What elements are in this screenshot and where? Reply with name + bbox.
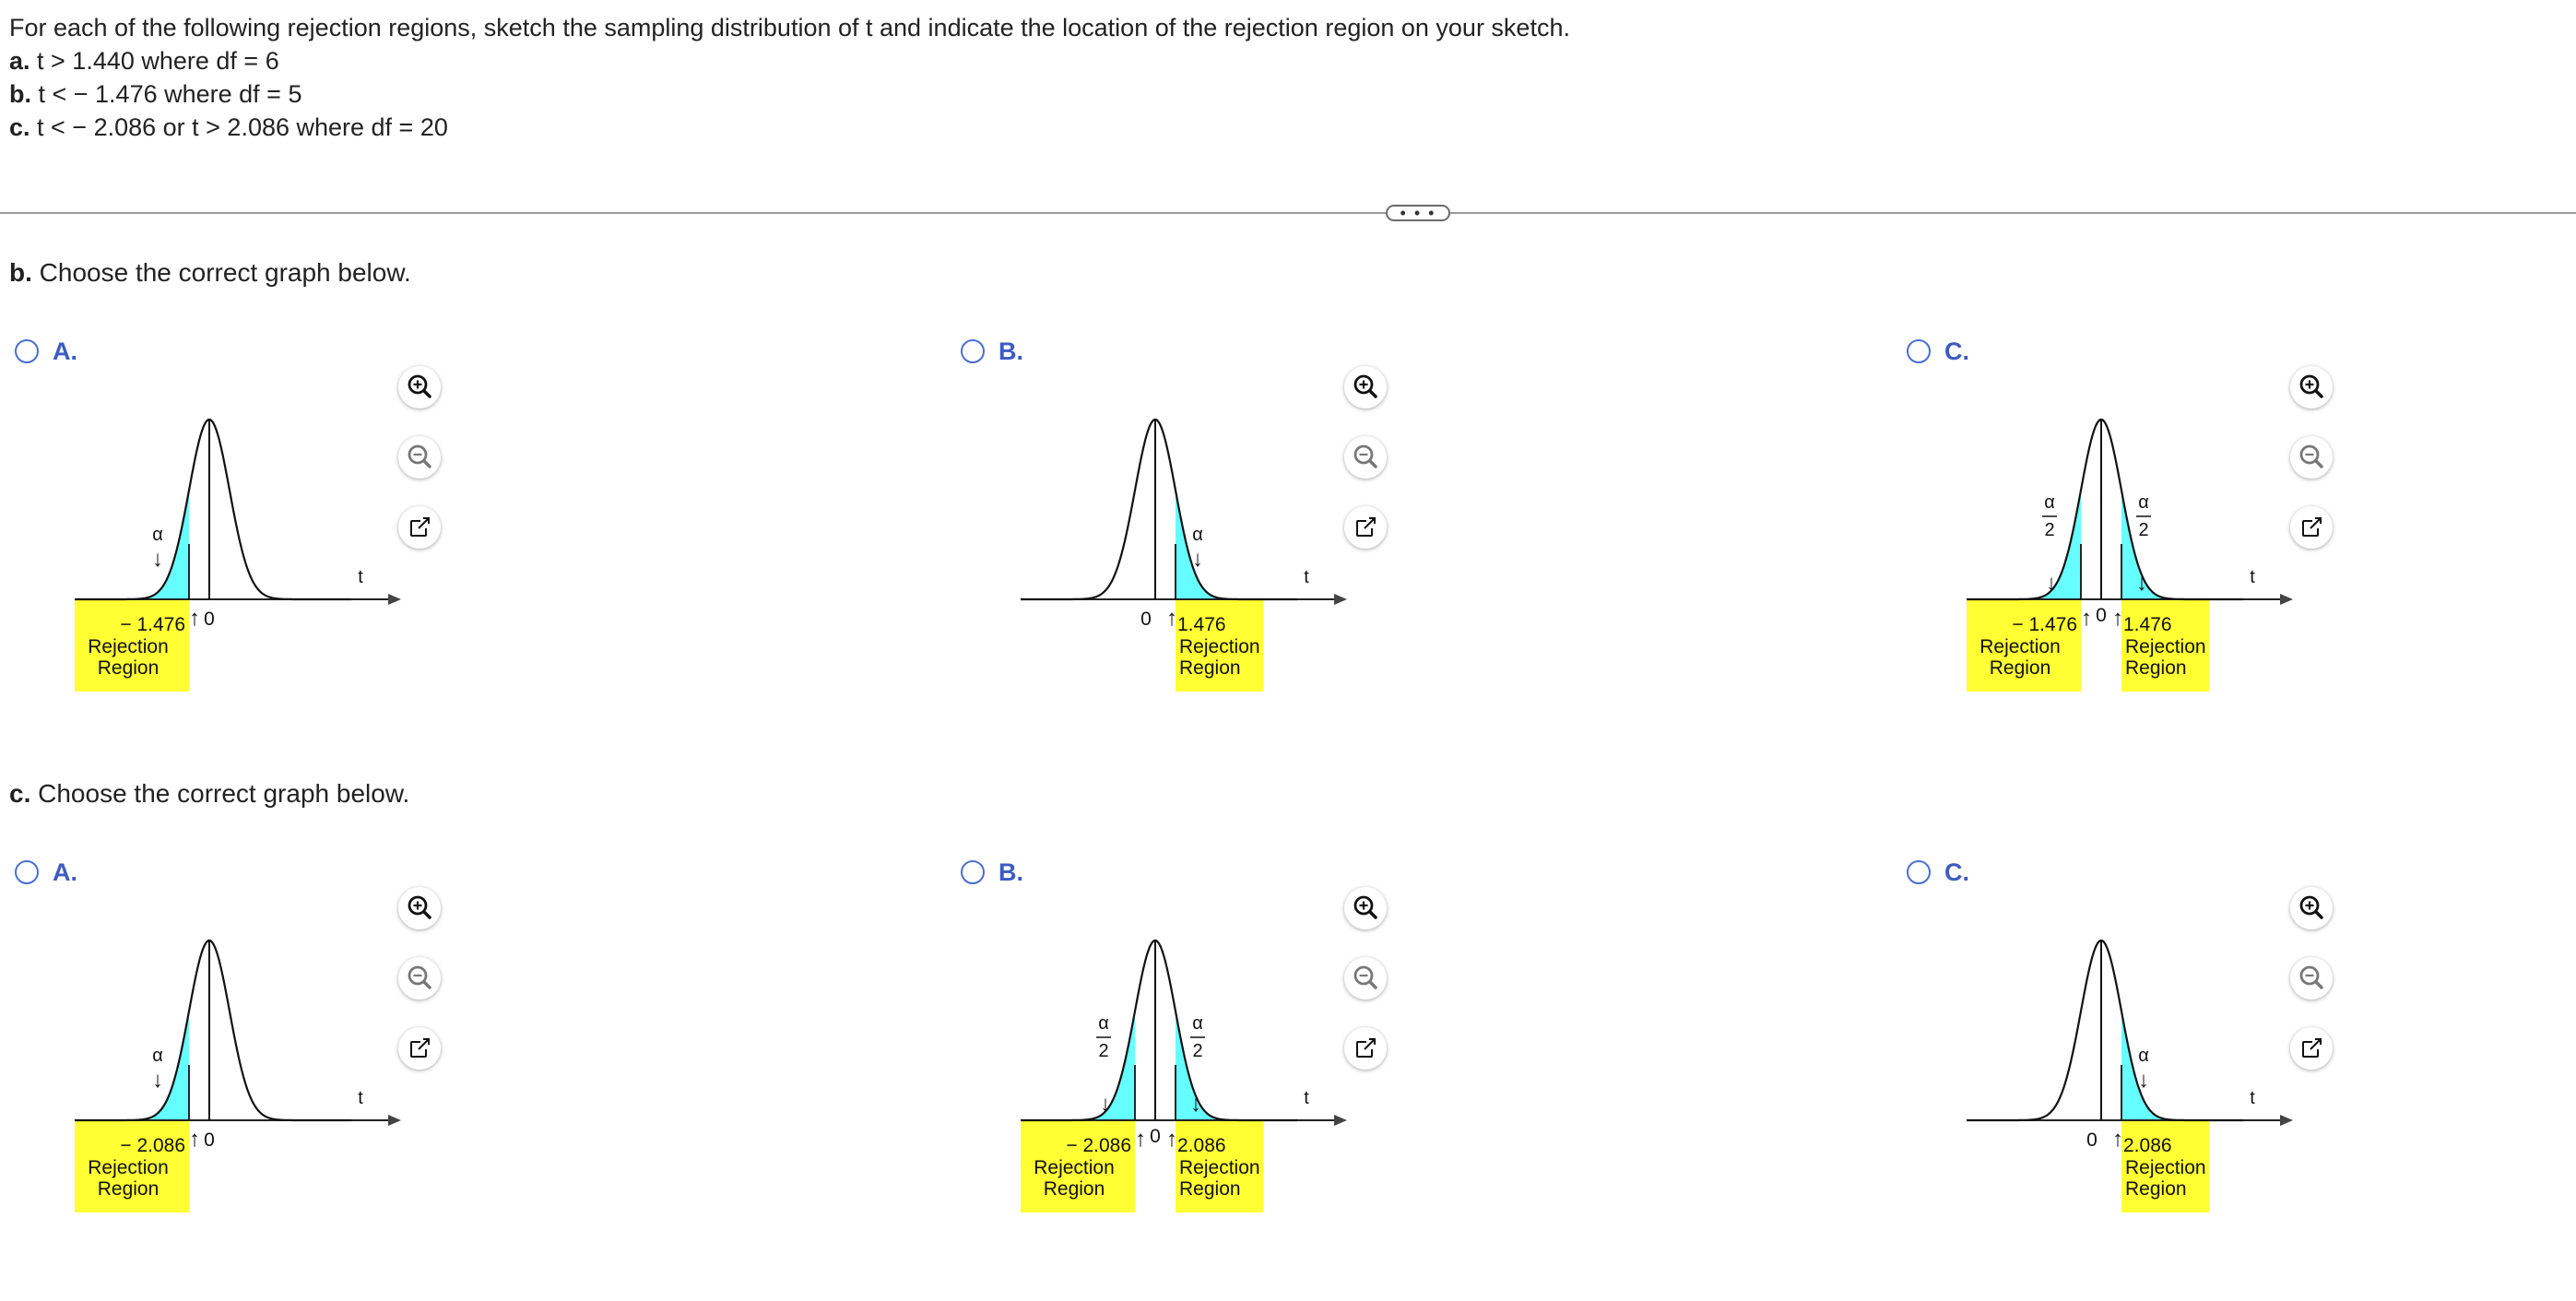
part-b-option-b-popout-button[interactable] xyxy=(1344,506,1387,549)
rejection-label-left-1: Rejection xyxy=(88,636,169,657)
critical-value-right: 1.476 xyxy=(1177,614,1226,635)
zoom-in-icon xyxy=(2290,887,2333,929)
critical-value-right: 1.476 xyxy=(2123,614,2172,635)
rejection-label-right-1: Rejection xyxy=(2125,1157,2206,1178)
part-c-option-c-zoom-out-button[interactable] xyxy=(2290,957,2333,999)
part-c-title xyxy=(9,779,409,809)
alpha-label-right: α xyxy=(1192,525,1203,545)
axis-label: t xyxy=(2250,1088,2255,1108)
part-c-option-b-zoom-out-button[interactable] xyxy=(1344,957,1387,999)
zoom-in-icon xyxy=(398,366,441,408)
part-b-option-b-graph xyxy=(1008,415,1367,710)
left-tail-shading xyxy=(2037,491,2081,599)
part-c-option-c-letter[interactable]: C. xyxy=(1944,858,1969,886)
part-b-label: b. xyxy=(9,258,32,287)
popout-icon xyxy=(1344,506,1387,549)
part-c-option-a-zoom-out-button[interactable] xyxy=(398,957,441,999)
right-alpha-num: α xyxy=(1192,1013,1203,1034)
rejection-label-right-1: Rejection xyxy=(2125,636,2206,657)
part-b-prompt: Choose the correct graph below. xyxy=(31,258,411,287)
part-b-option-c-graph-svg xyxy=(1954,415,2313,710)
t-distribution-curve xyxy=(75,940,351,1120)
axis-arrow xyxy=(388,594,401,605)
critical-value-left: − 1.476 xyxy=(120,614,185,635)
part-c-prompt: Choose the correct graph below. xyxy=(30,779,410,808)
t-distribution-curve xyxy=(1021,420,1297,599)
part-b-option-c-letter[interactable]: C. xyxy=(1944,337,1969,365)
part-c-option-c-radio[interactable] xyxy=(1907,860,1931,884)
part-b-option-a-letter[interactable]: A. xyxy=(53,337,77,365)
part-c-label: c. xyxy=(9,779,31,808)
left-alpha-num: α xyxy=(2044,492,2055,513)
part-b-option-c-graph xyxy=(1954,415,2313,710)
rejection-label-left-2: Region xyxy=(1043,1178,1105,1200)
part-c-option-b-letter[interactable]: B. xyxy=(998,858,1023,886)
t-distribution-curve xyxy=(1967,420,2243,599)
part-c-option-a-radio[interactable] xyxy=(15,860,39,884)
zoom-out-icon xyxy=(2290,436,2333,479)
critical-value-left: − 2.086 xyxy=(120,1135,185,1156)
item-a-text: t > 1.440 where df = 6 xyxy=(30,47,279,75)
part-c-option-a-graph xyxy=(62,936,421,1231)
item-b-label: b. xyxy=(9,80,31,108)
zero-label: 0 xyxy=(1150,1126,1161,1147)
question-item-a xyxy=(9,44,279,77)
axis-label: t xyxy=(1304,567,1309,587)
popout-icon xyxy=(398,506,441,549)
left-tail-shading xyxy=(145,1011,189,1120)
right-alpha-num: α xyxy=(2138,492,2149,513)
critical-arrow-left: ↑ xyxy=(189,606,200,631)
axis-label: t xyxy=(1304,1088,1309,1108)
left-tail-shading xyxy=(145,491,189,599)
part-b-title xyxy=(9,258,411,288)
critical-value-left: − 1.476 xyxy=(2012,614,2077,635)
alpha-label-left: α xyxy=(152,1046,163,1066)
part-c-option-c-zoom-in-button[interactable] xyxy=(2290,887,2333,929)
part-b-option-a-radio[interactable] xyxy=(15,339,39,363)
zoom-out-icon xyxy=(398,436,441,479)
popout-icon xyxy=(2290,506,2333,549)
question-intro: For each of the following rejection regions, sketch the sampling distribution of t and indicate the location of the rejection region on your sketch. xyxy=(9,14,1570,41)
part-c-option-c-popout-button[interactable] xyxy=(2290,1027,2333,1070)
question-item-c xyxy=(9,111,448,144)
part-b-option-b-zoom-in-button[interactable] xyxy=(1344,366,1387,408)
rejection-label-right-2: Region xyxy=(2125,1178,2187,1200)
axis-arrow xyxy=(2280,594,2293,605)
left-tail-shading xyxy=(1091,1011,1135,1120)
critical-arrow-right: ↑ xyxy=(1166,606,1177,631)
alpha-label-left: α xyxy=(152,525,163,545)
part-b-option-a-zoom-out-button[interactable] xyxy=(398,436,441,479)
popout-icon xyxy=(398,1027,441,1070)
rejection-label-right-2: Region xyxy=(1179,1178,1241,1200)
alpha-arrow-left: ↓ xyxy=(152,547,163,572)
zero-label: 0 xyxy=(2086,1130,2097,1151)
rejection-label-left-2: Region xyxy=(97,657,160,679)
zoom-out-icon xyxy=(1344,957,1387,999)
t-distribution-curve xyxy=(75,420,351,599)
part-c-option-b-graph-svg xyxy=(1008,936,1367,1231)
zoom-in-icon xyxy=(2290,366,2333,408)
alpha-arrow-left: ↓ xyxy=(1100,1092,1111,1117)
zoom-in-icon xyxy=(1344,366,1387,408)
part-b-option-c-popout-button[interactable] xyxy=(2290,506,2333,549)
part-b-option-a-graph-svg xyxy=(62,415,421,710)
popout-icon xyxy=(2290,1027,2333,1070)
popout-icon xyxy=(1344,1027,1387,1070)
rejection-label-left-1: Rejection xyxy=(1979,636,2061,657)
part-b-option-c-zoom-in-button[interactable] xyxy=(2290,366,2333,408)
part-c-option-b-popout-button[interactable] xyxy=(1344,1027,1387,1070)
alpha-arrow-left: ↓ xyxy=(2046,571,2057,596)
part-c-option-a-zoom-in-button[interactable] xyxy=(398,887,441,929)
critical-arrow-left: ↑ xyxy=(2081,606,2092,631)
item-c-text: t < − 2.086 or t > 2.086 where df = 20 xyxy=(30,113,448,141)
part-b-option-c-zoom-out-button[interactable] xyxy=(2290,436,2333,479)
alpha-label-right: α xyxy=(2138,1046,2149,1066)
rejection-label-right-1: Rejection xyxy=(1179,636,1260,657)
rejection-label-left-2: Region xyxy=(1989,657,2051,679)
zoom-in-icon xyxy=(1344,887,1387,929)
critical-value-right: 2.086 xyxy=(1177,1135,1226,1156)
part-b-option-c-radio[interactable] xyxy=(1907,339,1931,363)
critical-arrow-right: ↑ xyxy=(2112,1127,2123,1152)
right-alpha-den: 2 xyxy=(1192,1041,1203,1061)
critical-arrow-left: ↑ xyxy=(189,1127,200,1152)
part-b-option-a-popout-button[interactable] xyxy=(398,506,441,549)
rejection-label-left-2: Region xyxy=(97,1178,160,1200)
critical-value-left: − 2.086 xyxy=(1066,1135,1131,1156)
zoom-in-icon xyxy=(398,887,441,929)
critical-value-right: 2.086 xyxy=(2123,1135,2172,1156)
zoom-out-icon xyxy=(398,957,441,999)
part-c-option-b-zoom-in-button[interactable] xyxy=(1344,887,1387,929)
critical-arrow-right: ↑ xyxy=(1166,1127,1177,1152)
critical-arrow-left: ↑ xyxy=(1135,1127,1146,1152)
axis-label: t xyxy=(358,567,363,587)
zero-label: 0 xyxy=(2096,605,2107,626)
part-b-option-b-graph-svg xyxy=(1008,415,1367,710)
part-c-option-a-letter[interactable]: A. xyxy=(53,858,77,886)
rejection-label-left-1: Rejection xyxy=(1034,1157,1115,1178)
left-alpha-den: 2 xyxy=(1098,1041,1109,1061)
part-c-option-c-graph-svg xyxy=(1954,936,2313,1231)
axis-label: t xyxy=(358,1088,363,1108)
rejection-label-left-1: Rejection xyxy=(88,1157,169,1178)
part-c-option-c-graph xyxy=(1954,936,2313,1231)
t-distribution-curve xyxy=(1967,940,2243,1120)
zero-label: 0 xyxy=(1140,609,1152,630)
rejection-label-right-2: Region xyxy=(1179,657,1241,679)
alpha-arrow-right: ↓ xyxy=(1190,1092,1201,1117)
zoom-out-icon xyxy=(1344,436,1387,479)
question-item-b xyxy=(9,77,301,111)
axis-arrow xyxy=(1334,1115,1347,1126)
zero-label: 0 xyxy=(204,1130,215,1151)
item-a-label: a. xyxy=(9,47,30,75)
axis-arrow xyxy=(2280,1115,2293,1126)
part-c-option-b-graph xyxy=(1008,936,1367,1231)
alpha-arrow-left: ↓ xyxy=(152,1068,163,1093)
item-c-label: c. xyxy=(9,113,30,141)
critical-arrow-right: ↑ xyxy=(2112,606,2123,631)
part-c-option-b-radio[interactable] xyxy=(961,860,985,884)
t-distribution-curve xyxy=(1021,940,1297,1120)
rejection-label-right-1: Rejection xyxy=(1179,1157,1260,1178)
zoom-out-icon xyxy=(2290,957,2333,999)
rejection-label-right-2: Region xyxy=(2125,657,2187,679)
axis-arrow xyxy=(388,1115,401,1126)
left-alpha-den: 2 xyxy=(2044,520,2055,540)
alpha-arrow-right: ↓ xyxy=(1192,547,1203,572)
axis-arrow xyxy=(1334,594,1347,605)
right-alpha-den: 2 xyxy=(2138,520,2149,540)
part-b-option-b-radio[interactable] xyxy=(961,339,985,363)
part-c-option-a-popout-button[interactable] xyxy=(398,1027,441,1070)
section-divider xyxy=(0,212,2576,214)
left-alpha-num: α xyxy=(1098,1013,1109,1034)
show-more-button[interactable]: • • • xyxy=(1386,205,1450,221)
axis-label: t xyxy=(2250,567,2255,587)
alpha-arrow-right: ↓ xyxy=(2136,571,2147,596)
part-b-option-b-letter[interactable]: B. xyxy=(998,337,1023,365)
part-b-option-a-zoom-in-button[interactable] xyxy=(398,366,441,408)
part-b-option-b-zoom-out-button[interactable] xyxy=(1344,436,1387,479)
zero-label: 0 xyxy=(204,609,215,630)
item-b-text: t < − 1.476 where df = 5 xyxy=(31,80,302,108)
alpha-arrow-right: ↓ xyxy=(2138,1068,2149,1093)
part-b-option-a-graph xyxy=(62,415,421,710)
part-c-option-a-graph-svg xyxy=(62,936,421,1231)
